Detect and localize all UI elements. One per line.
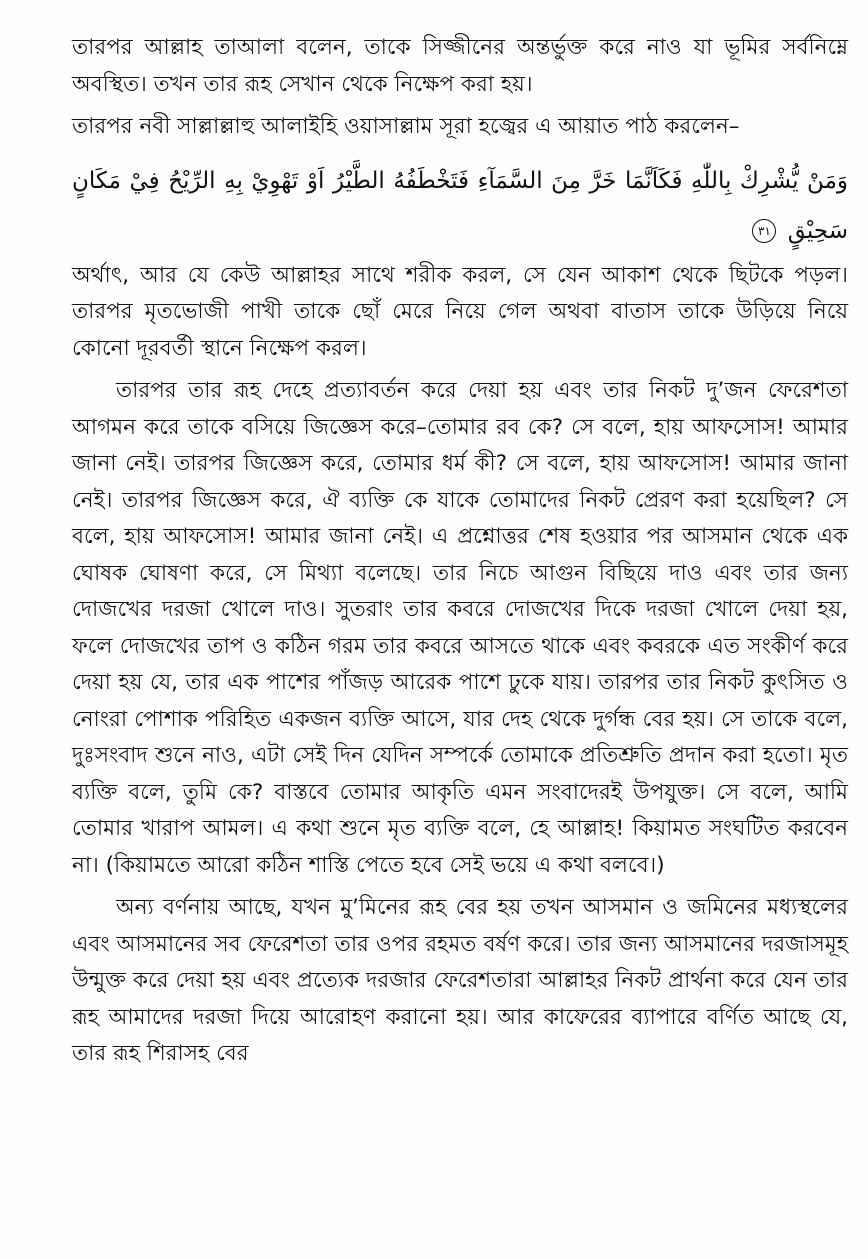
- arabic-verse-text: وَمَنْ يُّشْرِكْ بِاللّٰهِ فَكَاَنَّمَا خَرَّ مِنَ السَّمَآءِ فَتَخْطَفُهُ الطَّيْرُ اَوْ تَهْوِيْ بِهِ الرِّيْحُ فِيْ مَكَانٍ سَحِيْقٍ: [72, 167, 848, 244]
- paragraph-grave-questioning: তারপর তার রূহ দেহে প্রত্যাবর্তন করে দেয়া হয় এবং তার নিকট দু’জন ফেরেশতা আগমন করে তাকে বসিয়ে জিজ্ঞেস করে–তোমার রব কে? সে বলে, হায় আফসোস! আমার জানা নেই। তারপর জিজ্ঞেস করে, তোমার ধর্ম কী? সে বলে, হায় আফসোস! আমার জানা নেই। তারপর জিজ্ঞেস করে, ঐ ব্যক্তি কে যাকে তোমাদের নিকট প্রেরণ করা হয়েছিল? সে বলে, হায় আফসোস! আমার জানা নেই। এ প্রশ্নোত্তর শেষ হওয়ার পর আসমান থেকে এক ঘোষক ঘোষণা করে, সে মিথ্যা বলেছে। তার নিচে আগুন বিছিয়ে দাও এবং তার জন্য দোজখের দরজা খোলে দাও। সুতরাং তার কবরে দোজখের দিকে দরজা খোলে দেয়া হয়, ফলে দোজখের তাপ ও কঠিন গরম তার কবরে আসতে থাকে এবং কবরকে এত সংকীর্ণ করে দেয়া হয় যে, তার এক পাশের পাঁজড় আরেক পাশে ঢুকে যায়। তারপর তার নিকট কুৎসিত ও নোংরা পোশাক পরিহিত একজন ব্যক্তি আসে, যার দেহ থেকে দুর্গন্ধ বের হয়। সে তাকে বলে, দুঃসংবাদ শুনে নাও, এটা সেই দিন যেদিন সম্পর্কে তোমাকে প্রতিশ্রুতি প্রদান করা হতো। মৃত ব্যক্তি বলে, তুমি কে? বাস্তবে তোমার আকৃতি এমন সংবাদেরই উপযুক্ত। সে বলে, আমি তোমার খারাপ আমল। এ কথা শুনে মৃত ব্যক্তি বলে, হে আল্লাহ! কিয়ামত সংঘটিত করবেন না। (কিয়ামতে আরো কঠিন শাস্তি পেতে হবে সেই ভয়ে এ কথা বলবে।): [72, 378, 848, 878]
- ayah-number-mark: ٣١: [752, 219, 776, 243]
- paragraph-recitation-intro: তারপর নবী সাল্লাল্লাহু আলাইহি ওয়াসাল্লাম সূরা হজ্বের এ আয়াত পাঠ করলেন–: [72, 114, 740, 139]
- paragraph-other-narration: অন্য বর্ণনায় আছে, যখন মু’মিনের রূহ বের হয় তখন আসমান ও জমিনের মধ্যস্থলের এবং আসমানের সব ফেরেশতা তার ওপর রহমত বর্ষণ করে। তার জন্য আসমানের দরজাসমূহ উন্মুক্ত করে দেয়া হয় এবং প্রত্যেক দরজার ফেরেশতারা আল্লাহর নিকট প্রার্থনা করে যেন তার রূহ আমাদের দরজা দিয়ে আরোহণ করানো হয়। আর কাফেরের ব্যাপারে বর্ণিত আছে যে, তার রূহ শিরাসহ বের: [72, 895, 848, 1066]
- arabic-verse: [72, 156, 848, 256]
- paragraph-sijjin: তারপর আল্লাহ তাআলা বলেন, তাকে সিজ্জীনের অন্তর্ভুক্ত করে নাও যা ভূমির সর্বনিম্নে অবস্থিত। তখন তার রূহ সেখান থেকে নিক্ষেপ করা হয়।: [72, 35, 848, 97]
- paragraph-verse-meaning: অর্থাৎ, আর যে কেউ আল্লাহর সাথে শরীক করল, সে যেন আকাশ থেকে ছিটকে পড়ল। তারপর মৃতভোজী পাখী তাকে ছোঁ মেরে নিয়ে গেল অথবা বাতাস তাকে উড়িয়ে নিয়ে কোনো দূরবর্তী স্থানে নিক্ষেপ করল।: [72, 262, 848, 361]
